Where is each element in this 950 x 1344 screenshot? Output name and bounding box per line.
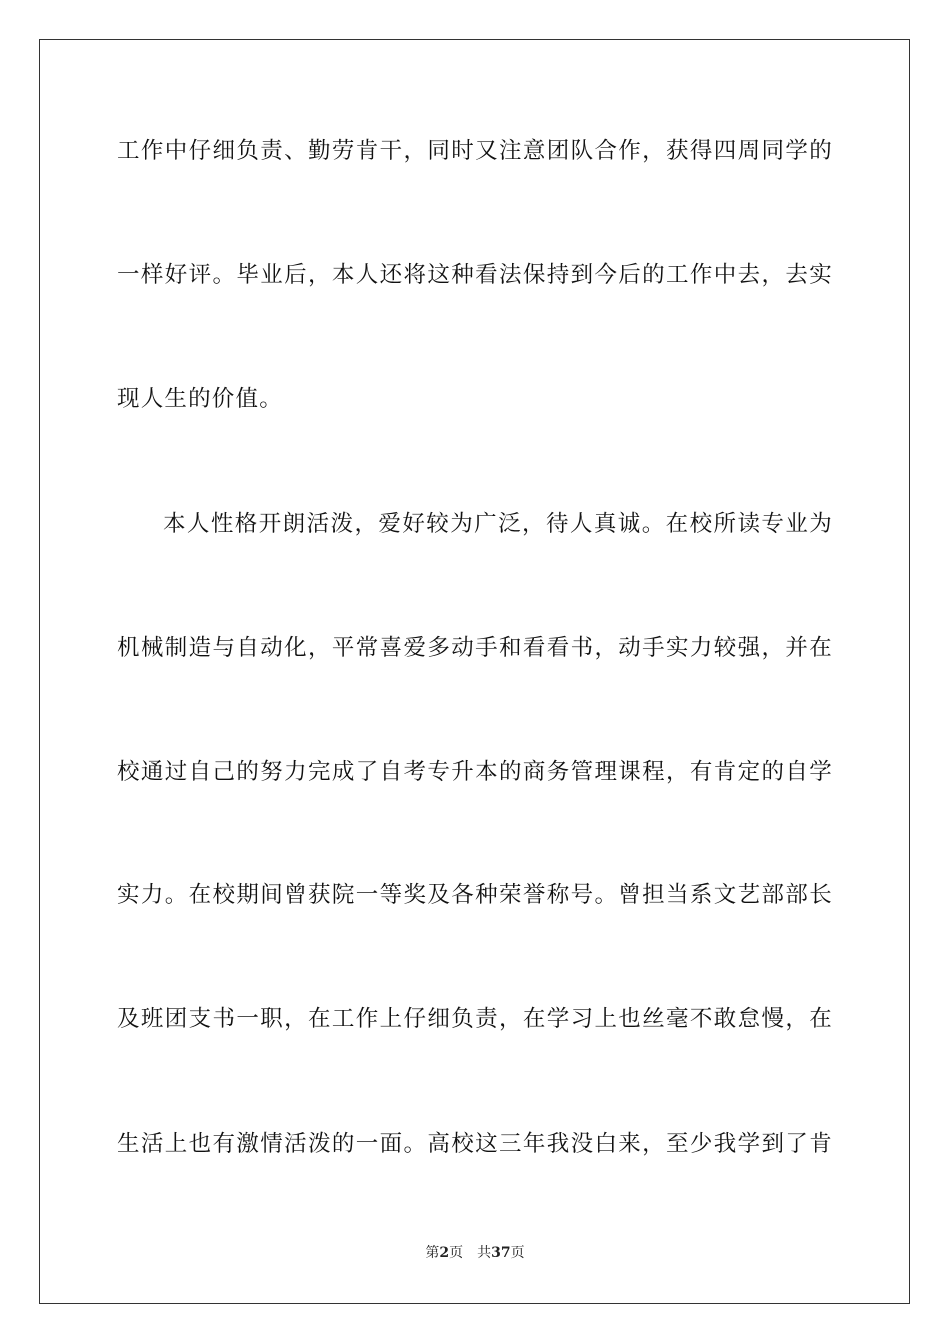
page-frame xyxy=(39,39,910,1304)
page-suffix: 页 xyxy=(449,1245,464,1261)
text-line: 一样好评。毕业后，本人还将这种看法保持到今后的工作中去，去实 xyxy=(117,262,833,288)
text-line: 及班团支书一职，在工作上仔细负责，在学习上也丝毫不敢怠慢，在 xyxy=(117,1006,833,1032)
page-prefix: 第 xyxy=(425,1245,440,1261)
paragraph-first-line: 本人性格开朗活泼，爱好较为广泛，待人真诚。在校所读专业为 xyxy=(163,511,833,537)
text-line: 实力。在校期间曾获院一等奖及各种荣誉称号。曾担当系文艺部部长 xyxy=(117,882,833,908)
text-line: 工作中仔细负责、勤劳肯干，同时又注意团队合作，获得四周同学的 xyxy=(117,138,833,164)
text-line: 机械制造与自动化，平常喜爱多动手和看看书，动手实力较强，并在 xyxy=(117,635,833,661)
text-line: 现人生的价值。 xyxy=(117,386,283,412)
total-suffix: 页 xyxy=(510,1245,525,1261)
text-line: 生活上也有激情活泼的一面。高校这三年我没白来，至少我学到了肯 xyxy=(117,1131,833,1157)
text-line: 校通过自己的努力完成了自考专升本的商务管理课程，有肯定的自学 xyxy=(117,759,833,785)
page-number: 2 xyxy=(439,1245,450,1261)
page-footer xyxy=(0,1243,950,1263)
total-prefix: 共 xyxy=(477,1245,492,1261)
total-pages: 37 xyxy=(491,1245,511,1261)
